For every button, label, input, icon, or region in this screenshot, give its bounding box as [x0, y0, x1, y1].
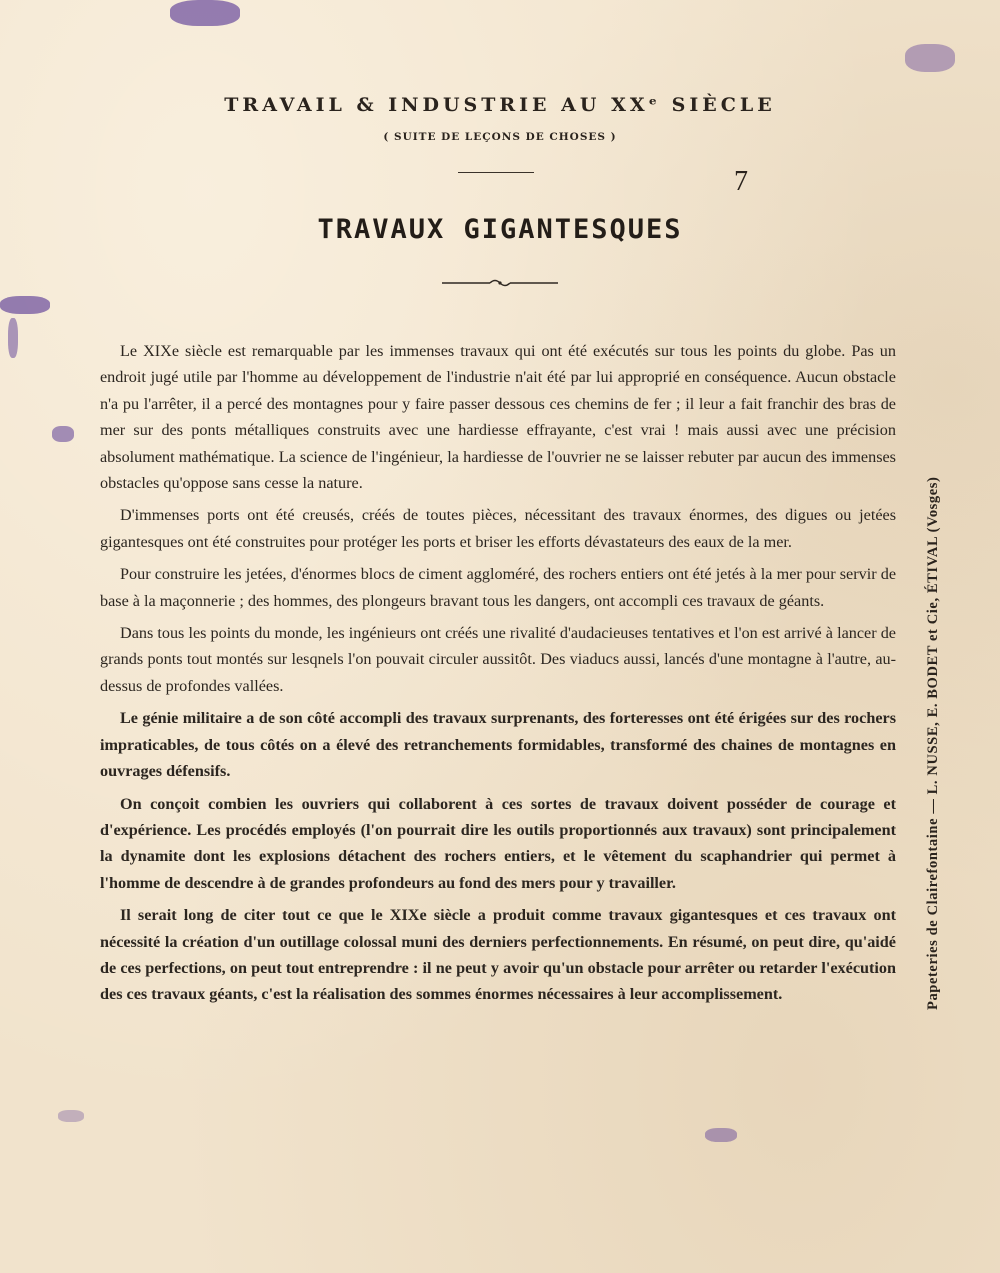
ink-stain [905, 44, 955, 72]
paragraph: Le XIXe siècle est remarquable par les immenses travaux qui ont été exécutés sur tous les points du globe. Pas un endroit jugé utile par l'homme au développement de l'industrie n'ait été par lui approprié en conséquence. Aucun obstacle n'a pu l'arrêter, il a percé des montagnes pour y faire passer dessous ces chemins de fer ; il leur a fait franchir des bras de mer sur des ponts métalliques construits avec une hardiesse effrayante, c'est vrai ! mais aussi avec une précision absolument mathématique. La science de l'ingénieur, la hardiesse de l'ouvrier ne se laisser rebuter par aucun des immenses obstacles qu'oppose sans cesse la nature. [100, 342, 896, 493]
ink-stain [52, 426, 74, 442]
ink-stain [58, 1110, 84, 1122]
printer-imprint: Papeteries de Clairefontaine — L. NUSSE, E. BODET et Cie, ÉTIVAL (Vosges) [925, 476, 941, 1010]
paragraph: D'immenses ports ont été creusés, créés de toutes pièces, nécessitant des travaux énormes, des digues ou jetées gigantesques ont été construites pour protéger les ports et briser les efforts dévastateurs des eaux de la mer. [100, 506, 896, 551]
paragraph: Dans tous les points du monde, les ingénieurs ont créés une rivalité d'audacieuses tentatives et l'on est arrivé à lancer de grands ponts tout montés sur lesqnels l'on pouvait circuler aussitôt. Des viaducs aussi, lancés d'une montagne à l'autre, au-dessus de profondes vallées. [100, 624, 896, 695]
paragraph: Pour construire les jetées, d'énormes blocs de ciment aggloméré, des rochers entiers ont été jetés à la mer pour servir de base à la maçonnerie ; des hommes, des plongeurs bravant tous les dangers, ont accompli ces travaux de géants. [100, 565, 896, 610]
page-title: TRAVAUX GIGANTESQUES [317, 214, 683, 245]
paragraph: On conçoit combien les ouvriers qui collaborent à ces sortes de travaux doivent posséder de courage et d'expérience. Les procédés employés (l'on pourrait dire les outils proportionnés aux travaux) sont principalement la dynamite dont les explosions détachent des rochers entiers, et le vêtement du scaphandrier qui permet à l'homme de descendre à de grandes profondeurs au fond des mers pour y travailler. [100, 794, 896, 892]
ink-stain [0, 296, 50, 314]
ink-stain [705, 1128, 737, 1142]
paragraph: Le génie militaire a de son côté accompli des travaux surprenants, des forteresses ont été érigées sur des rochers impraticables, de tous côtés on a élevé des retranchements formidables, transformé des chaines de montagnes en ouvrages défensifs. [100, 709, 896, 781]
paragraph: Il serait long de citer tout ce que le XIXe siècle a produit comme travaux gigantesques et ces travaux ont nécessité la création d'un outillage colossal muni des derniers perfectionnements. En résumé, on peut dire, qu'aidé de ces perfections, on peut tout entreprendre : il ne peut y avoir qu'un obstacle pour arrêter ou retarder l'exécution des ces travaux géants, c'est la réalisation des sommes énormes nécessaires à leur accomplissement. [100, 906, 896, 1004]
article-body [100, 338, 896, 1014]
header-rule [458, 172, 534, 173]
title-ornament [440, 278, 560, 288]
ink-stain [8, 318, 18, 358]
series-title: TRAVAIL & INDUSTRIE AU XXᵉ SIÈCLE [224, 94, 776, 116]
page-number: 7 [734, 166, 748, 197]
ink-stain [170, 0, 240, 26]
series-subtitle: ( SUITE DE LEÇONS DE CHOSES ) [383, 131, 617, 143]
